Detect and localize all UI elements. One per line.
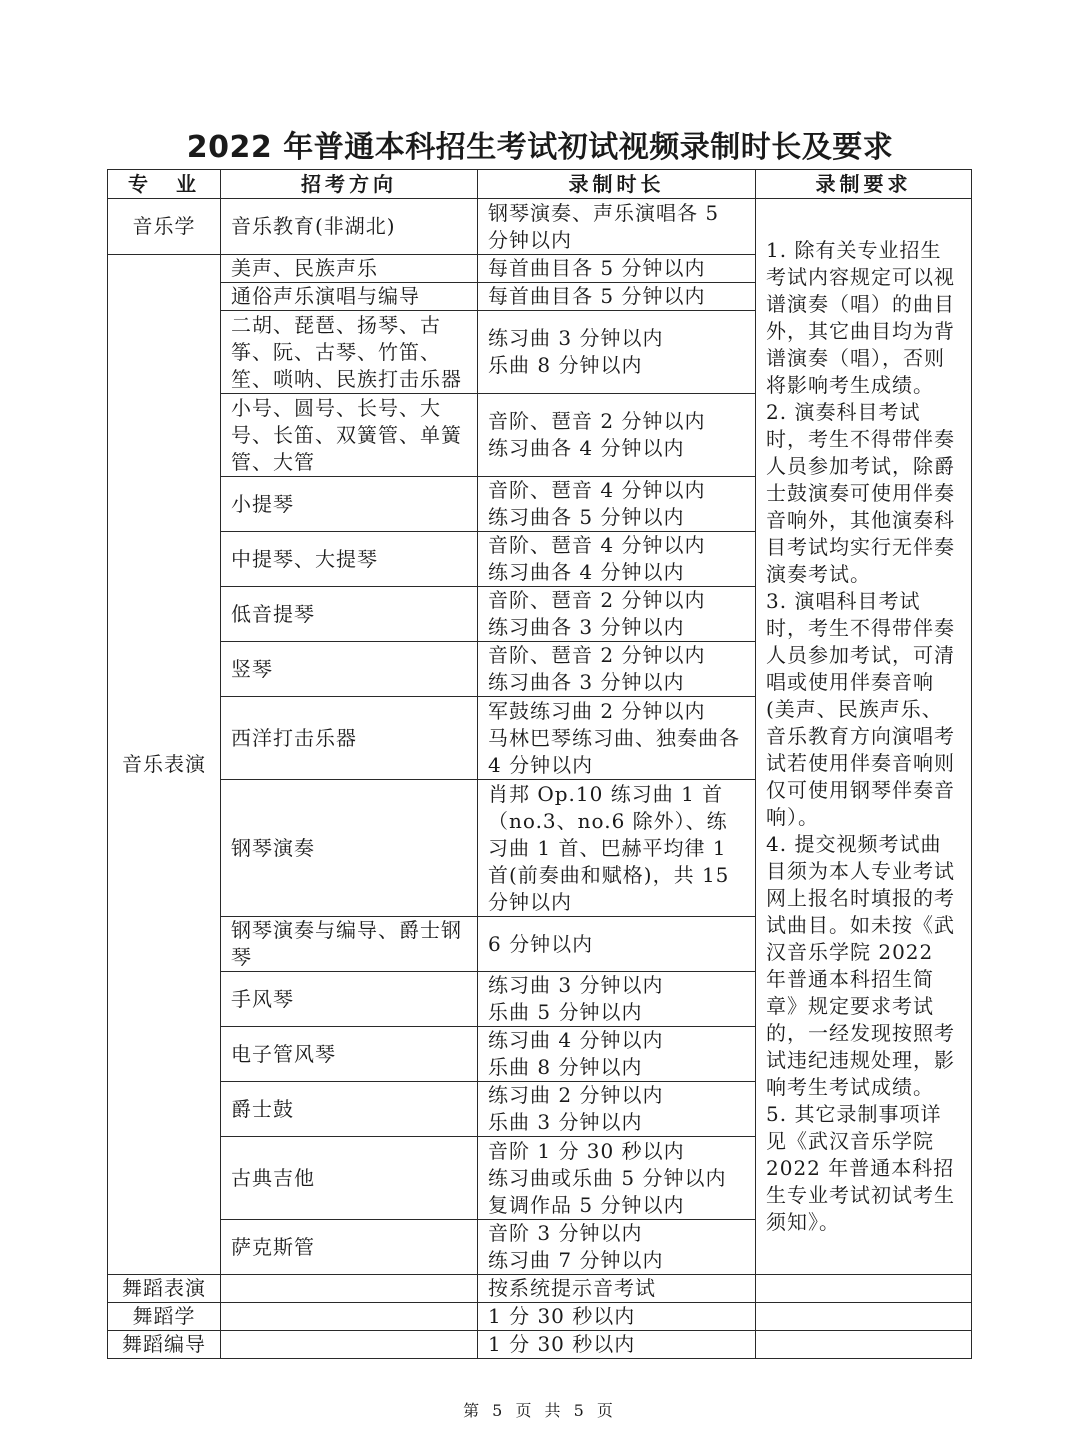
table-row: [108, 1331, 972, 1359]
duration-cell: [478, 477, 756, 532]
duration-cell: [478, 199, 756, 255]
duration-cell: [478, 972, 756, 1027]
duration-line: 乐曲 5 分钟以内: [488, 1000, 643, 1024]
requirements-empty-cell: [756, 1275, 972, 1303]
header-requirements: 录制要求: [756, 170, 972, 199]
duration-line: 音阶、琶音 4 分钟以内: [488, 533, 706, 557]
requirement-item: 1. 除有关专业招生考试内容规定可以视谱演奏（唱）的曲目外，其它曲目均为背谱演奏（唱），否则将影响考生成绩。: [766, 238, 955, 397]
table-row: [108, 199, 972, 255]
duration-line: 练习曲或乐曲 5 分钟以内: [488, 1165, 727, 1190]
duration-cell: [478, 1137, 756, 1220]
duration-cell: [478, 697, 756, 780]
requirement-item: 3. 演唱科目考试时，考生不得带伴奏人员参加考试，可清唱或使用伴奏音响(美声、民族声乐、音乐教育方向演唱考试若使用伴奏音响则仅可使用钢琴伴奏音响）。: [766, 589, 955, 829]
duration-line: 练习曲 2 分钟以内: [488, 1083, 664, 1107]
major-cell: 舞蹈表演: [108, 1275, 221, 1303]
header-row: [108, 170, 972, 199]
table-row: [108, 1303, 972, 1331]
major-cell: 音乐表演: [108, 255, 221, 1275]
table-row: [108, 1275, 972, 1303]
duration-cell: [478, 642, 756, 697]
duration-line: 复调作品 5 分钟以内: [488, 1192, 685, 1217]
duration-cell: [478, 587, 756, 642]
duration-cell: [478, 532, 756, 587]
direction-cell: 古典吉他: [221, 1137, 478, 1220]
duration-line: 按系统提示音考试: [488, 1276, 656, 1300]
direction-cell: [221, 1331, 478, 1359]
direction-cell: 美声、民族声乐: [221, 255, 478, 283]
duration-line: 音阶、琶音 2 分钟以内: [488, 409, 706, 433]
duration-cell: [478, 394, 756, 477]
duration-cell: [478, 255, 756, 283]
direction-cell: 小提琴: [221, 477, 478, 532]
direction-cell: 钢琴演奏: [221, 780, 478, 917]
duration-line: 练习曲各 4 分钟以内: [488, 436, 685, 460]
duration-line: 1 分 30 秒以内: [488, 1332, 636, 1356]
exam-requirements-table: [107, 169, 972, 1359]
direction-cell: 西洋打击乐器: [221, 697, 478, 780]
duration-cell: [478, 283, 756, 311]
duration-line: 钢琴演奏、声乐演唱各 5 分钟以内: [488, 200, 720, 252]
duration-cell: [478, 1027, 756, 1082]
requirement-item: 4. 提交视频考试曲目须为本人专业考试网上报名时填报的考试曲目。如未按《武汉音乐学院 2022 年普通本科招生简章》规定要求考试的，一经发现按照考试违纪违规处理，影响考生考试成绩。: [766, 832, 955, 1099]
major-cell: 音乐学: [108, 199, 221, 255]
duration-line: 练习曲 7 分钟以内: [488, 1248, 664, 1272]
direction-cell: 小号、圆号、长号、大号、长笛、双簧管、单簧管、大管: [221, 394, 478, 477]
direction-cell: 音乐教育(非湖北): [221, 199, 478, 255]
duration-line: 音阶、琶音 2 分钟以内: [488, 643, 706, 667]
duration-line: 练习曲各 5 分钟以内: [488, 505, 685, 529]
duration-line: 每首曲目各 5 分钟以内: [488, 256, 706, 280]
duration-line: 练习曲 3 分钟以内: [488, 326, 664, 350]
duration-line: 肖邦 Op.10 练习曲 1 首（no.3、no.6 除外）、练习曲 1 首、巴赫平均律 1 首(前奏曲和赋格)，共 15 分钟以内: [488, 781, 730, 914]
header-major: 专 业: [108, 170, 221, 199]
direction-cell: 二胡、琵琶、扬琴、古筝、阮、古琴、竹笛、笙、唢呐、民族打击乐器: [221, 311, 478, 394]
duration-line: 练习曲各 3 分钟以内: [488, 615, 685, 639]
requirements-cell: [756, 199, 972, 1275]
page-number: 第 5 页 共 5 页: [463, 1401, 617, 1420]
duration-line: 练习曲各 4 分钟以内: [488, 560, 685, 584]
direction-cell: [221, 1303, 478, 1331]
duration-line: 军鼓练习曲 2 分钟以内: [488, 698, 706, 723]
major-cell: 舞蹈编导: [108, 1331, 221, 1359]
duration-cell: [478, 780, 756, 917]
duration-line: 练习曲 4 分钟以内: [488, 1028, 664, 1052]
duration-cell: [478, 1303, 756, 1331]
duration-line: 音阶、琶音 4 分钟以内: [488, 478, 706, 502]
duration-line: 音阶 3 分钟以内: [488, 1221, 643, 1245]
requirements-empty-cell: [756, 1331, 972, 1359]
duration-line: 乐曲 8 分钟以内: [488, 1055, 643, 1079]
duration-line: 每首曲目各 5 分钟以内: [488, 284, 706, 308]
duration-line: 音阶、琶音 2 分钟以内: [488, 588, 706, 612]
header-duration: 录制时长: [478, 170, 756, 199]
major-cell: 舞蹈学: [108, 1303, 221, 1331]
direction-cell: 手风琴: [221, 972, 478, 1027]
direction-cell: 竖琴: [221, 642, 478, 697]
document-title: 2022 年普通本科招生考试初试视频录制时长及要求: [186, 130, 894, 165]
direction-cell: 钢琴演奏与编导、爵士钢琴: [221, 917, 478, 972]
direction-cell: 中提琴、大提琴: [221, 532, 478, 587]
duration-line: 乐曲 3 分钟以内: [488, 1110, 643, 1134]
duration-line: 练习曲各 3 分钟以内: [488, 670, 685, 694]
direction-cell: 电子管风琴: [221, 1027, 478, 1082]
duration-cell: [478, 1275, 756, 1303]
direction-cell: [221, 1275, 478, 1303]
duration-line: 6 分钟以内: [488, 931, 594, 956]
duration-line: 马林巴琴练习曲、独奏曲各 4 分钟以内: [488, 725, 740, 777]
direction-cell: 通俗声乐演唱与编导: [221, 283, 478, 311]
duration-cell: [478, 311, 756, 394]
duration-cell: [478, 1220, 756, 1275]
duration-cell: [478, 917, 756, 972]
duration-line: 乐曲 8 分钟以内: [488, 353, 643, 377]
direction-cell: 低音提琴: [221, 587, 478, 642]
direction-cell: 爵士鼓: [221, 1082, 478, 1137]
duration-line: 音阶 1 分 30 秒以内: [488, 1138, 685, 1163]
duration-cell: [478, 1331, 756, 1359]
header-direction: 招考方向: [221, 170, 478, 199]
duration-line: 练习曲 3 分钟以内: [488, 973, 664, 997]
direction-cell: 萨克斯管: [221, 1220, 478, 1275]
requirement-item: 5. 其它录制事项详见《武汉音乐学院 2022 年普通本科招生专业考试初试考生须知》。: [766, 1102, 955, 1234]
requirements-empty-cell: [756, 1303, 972, 1331]
duration-cell: [478, 1082, 756, 1137]
requirement-item: 2. 演奏科目考试时，考生不得带伴奏人员参加考试，除爵士鼓演奏可使用伴奏音响外，其他演奏科目考试均实行无伴奏演奏考试。: [766, 400, 955, 586]
duration-line: 1 分 30 秒以内: [488, 1304, 636, 1328]
